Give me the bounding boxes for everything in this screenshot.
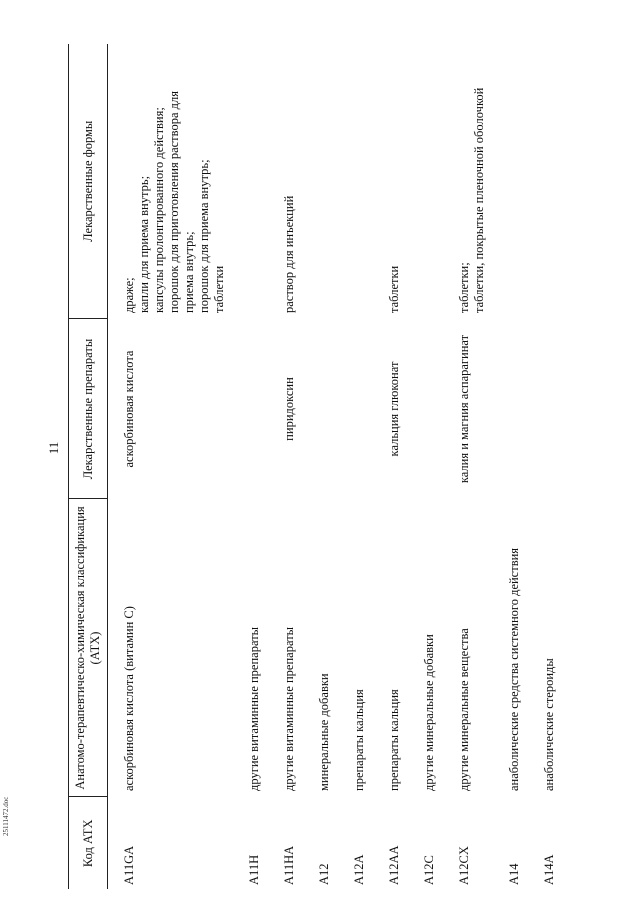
form-line: таблетки; <box>457 262 471 313</box>
form-line: капсулы пролонгированного действия; <box>152 107 166 313</box>
table-row <box>108 44 248 889</box>
form-line: порошок для приема внутрь; <box>197 159 211 313</box>
page-number: 11 <box>46 441 61 455</box>
table-row <box>507 44 542 889</box>
cell-drug <box>507 319 542 499</box>
cell-forms <box>282 44 317 319</box>
table-row <box>282 44 317 889</box>
cell-atc: анаболические средства системного действия <box>507 547 521 791</box>
header-atc: Анатомо-терапевтическо-химическая классификация (АТХ) <box>69 499 108 797</box>
cell-drug <box>352 319 387 499</box>
cell-forms <box>108 44 248 319</box>
cell-atc: анаболические стероиды <box>542 658 556 791</box>
form-line: порошок для приготовления раствора для приема внутрь; <box>167 91 196 313</box>
cell-code: A14A <box>542 854 556 885</box>
cell-code: A11HA <box>282 845 296 885</box>
cell-forms <box>247 44 282 319</box>
cell-atc: другие витаминные препараты <box>282 626 296 791</box>
header-drug: Лекарственные препараты <box>69 319 108 499</box>
form-line: капли для приема внутрь; <box>137 175 151 313</box>
cell-drug <box>247 319 282 499</box>
cell-code: A12A <box>352 854 366 885</box>
cell-atc: аскорбиновая кислота (витамин С) <box>122 606 136 791</box>
form-line: таблетки <box>387 265 401 313</box>
table-row <box>247 44 282 889</box>
cell-atc: препараты кальция <box>352 689 366 791</box>
table-row <box>422 44 457 889</box>
header-code: Код АТХ <box>69 797 108 889</box>
table-row <box>317 44 352 889</box>
cell-code: A14 <box>507 863 521 885</box>
cell-drug <box>542 319 577 499</box>
cell-drug <box>422 319 457 499</box>
table-header-row <box>69 44 108 889</box>
cell-atc: другие витаминные препараты <box>247 626 261 791</box>
form-line: таблетки <box>212 265 226 313</box>
form-line: раствор для инъекций <box>282 195 296 313</box>
cell-atc: препараты кальция <box>387 689 401 791</box>
cell-forms <box>542 44 577 319</box>
cell-drug: калия и магния аспарагинат <box>457 334 471 484</box>
cell-atc: минеральные добавки <box>317 673 331 791</box>
table-row <box>457 44 507 889</box>
document-id: 25111472.doc <box>2 796 10 836</box>
cell-forms <box>352 44 387 319</box>
cell-drug <box>317 319 352 499</box>
cell-forms <box>507 44 542 319</box>
cell-drug: пиридоксин <box>282 377 296 441</box>
cell-code: A12C <box>422 855 436 885</box>
cell-code: A12CX <box>457 846 471 885</box>
cell-code: A11GA <box>122 845 136 885</box>
cell-atc: другие минеральные добавки <box>422 634 436 791</box>
form-line: таблетки, покрытые пленочной оболочкой <box>472 87 486 313</box>
table-body <box>108 44 578 889</box>
cell-forms <box>387 44 422 319</box>
table-row <box>542 44 577 889</box>
drug-table <box>68 44 577 889</box>
cell-drug: аскорбиновая кислота <box>122 350 136 468</box>
table-row <box>352 44 387 889</box>
cell-code: A12 <box>317 863 331 885</box>
cell-atc: другие минеральные вещества <box>457 628 471 791</box>
table-row <box>387 44 422 889</box>
cell-code: A11H <box>247 854 261 885</box>
cell-forms <box>457 44 507 319</box>
cell-drug: кальция глюконат <box>387 361 401 457</box>
form-line: драже; <box>122 277 136 313</box>
header-forms: Лекарственные формы <box>69 44 108 319</box>
cell-code: A12AA <box>387 845 401 885</box>
cell-forms <box>422 44 457 319</box>
cell-forms <box>317 44 352 319</box>
